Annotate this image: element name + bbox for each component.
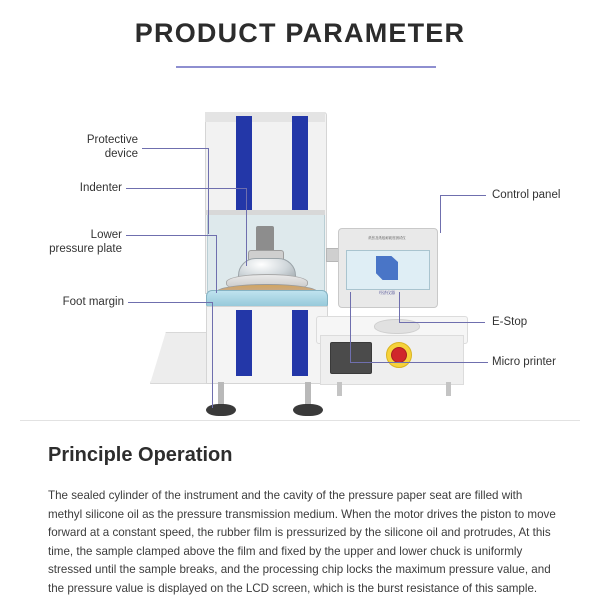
callout-foot-margin: Foot margin: [62, 296, 124, 308]
leader-foot-margin-h: [128, 302, 212, 303]
section-divider: [20, 420, 580, 421]
callout-protective-device-line1: Protective: [86, 134, 138, 146]
housing-stripe-right: [292, 116, 308, 212]
callout-protective-device-line2: device: [104, 148, 138, 160]
bench-leg-left: [337, 382, 342, 396]
leader-control-panel-v: [440, 195, 441, 233]
callout-lower-pressure-plate-line1: Lower: [90, 229, 122, 241]
callout-protective-device: [42, 133, 138, 161]
leader-control-panel-h: [440, 195, 486, 196]
leader-lower-pressure-plate-v: [216, 235, 217, 293]
cabinet-stripe-right: [292, 310, 308, 376]
cabinet-stripe-left: [236, 310, 252, 376]
leader-indenter-v: [246, 188, 247, 266]
screen-logo-icon: [376, 256, 398, 280]
callout-indenter: Indenter: [79, 182, 122, 194]
protective-device-frame: [205, 210, 325, 215]
leader-micro-printer-v: [350, 292, 351, 362]
leader-e-stop-v: [399, 292, 400, 322]
leader-protective-device-h: [142, 148, 208, 149]
machine-diagram: [0, 80, 600, 410]
control-panel-brand: 经济仪器: [379, 290, 395, 295]
indenter-shaft: [256, 226, 274, 252]
control-panel-caption: 纸张及纸板耐破度测试仪: [368, 236, 406, 240]
page-title: PRODUCT PARAMETER: [134, 18, 466, 48]
foot-margin-pad-left: [206, 404, 236, 416]
foot-margin-pad-right: [293, 404, 323, 416]
leader-indenter-h: [126, 188, 246, 189]
leader-e-stop-h: [399, 322, 485, 323]
lower-cabinet: [206, 306, 328, 384]
callout-control-panel: Control panel: [492, 189, 561, 201]
e-stop-button[interactable]: [391, 347, 407, 363]
leader-lower-pressure-plate-h: [126, 235, 216, 236]
leader-micro-printer-h: [350, 362, 488, 363]
leader-protective-device-v: [208, 148, 209, 234]
leader-foot-margin-v: [212, 302, 213, 408]
micro-printer-slot[interactable]: [330, 342, 372, 374]
housing-stripe-left: [236, 116, 252, 212]
callout-e-stop: E-Stop: [492, 316, 528, 328]
principle-heading: Principle Operation: [48, 444, 233, 466]
principle-body-text: The sealed cylinder of the instrument and the cavity of the pressure paper seat are filled with methyl silicone oil as the pressure transmission medium. When the motor drives the piston to move forward at a constant speed, the rubber film is pressurized by the silicone oil and protrudes, At this time, the sample clamped above the film and fixed by the upper and lower chuck is uniformly stressed until the sample breaks, and the processing chip locks the maximum pressure value, and the pressure value is displayed on the LCD screen, which is the burst resistance of this sample.: [48, 489, 556, 595]
callout-micro-printer: Micro printer: [492, 356, 556, 368]
bench-leg-right: [446, 382, 451, 396]
callout-lower-pressure-plate: [18, 228, 122, 256]
callout-lower-pressure-plate-line2: pressure plate: [49, 243, 122, 255]
title-underline-rule: [176, 66, 436, 68]
